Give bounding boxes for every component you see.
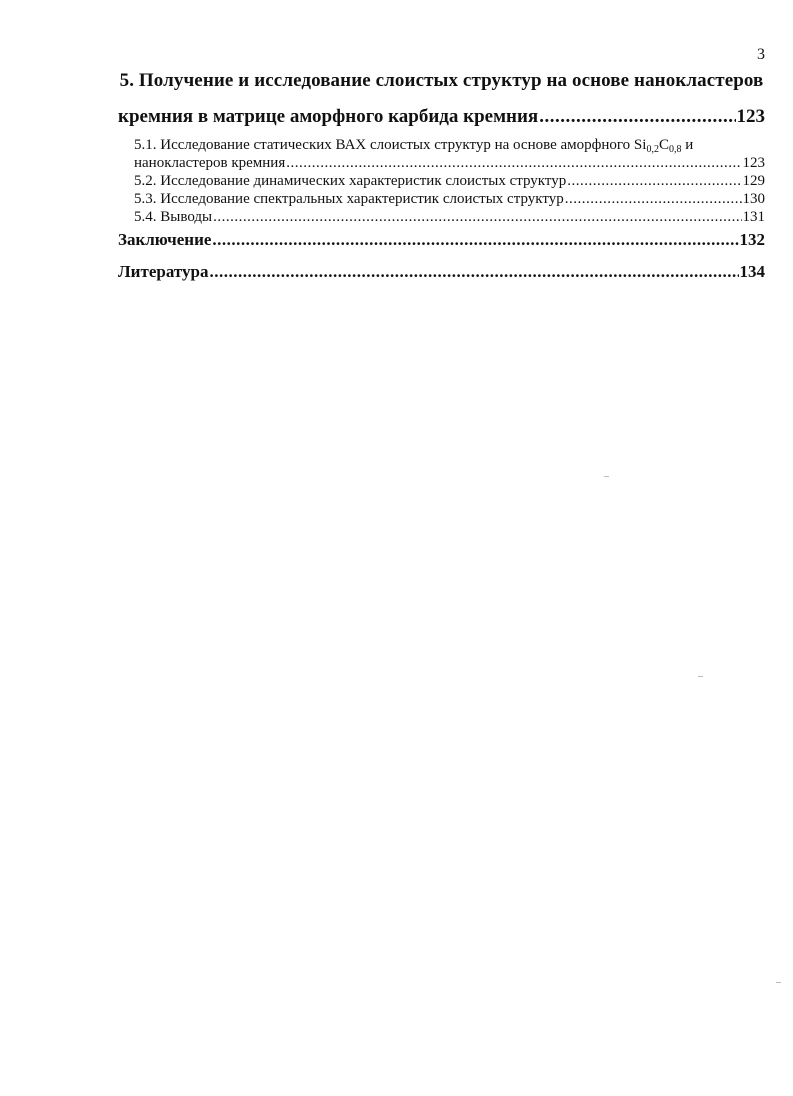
subscript-si: 0,2 [646, 144, 659, 155]
subsection-5-1-label-cont: нанокластеров кремния [134, 155, 286, 171]
leader-dots [212, 230, 738, 250]
subsection-5-1-line2 [134, 154, 765, 172]
page-number: 3 [757, 46, 765, 63]
subsection-list [118, 136, 765, 226]
literature-label: Литература [118, 262, 209, 281]
subsection-5-4 [134, 208, 765, 226]
chapter-5-title-line1: 5. Получение и исследование слоистых структур на основе нанокластеров [119, 70, 764, 91]
subsection-5-1-line1 [134, 136, 765, 154]
leader-dots [209, 262, 738, 282]
scan-artifact [604, 476, 609, 477]
leader-dots [539, 106, 735, 128]
leader-dots [565, 190, 742, 208]
subsection-5-2-label: 5.2. Исследование динамических характеристик слоистых структур [134, 173, 567, 189]
subsection-5-1-conjunction: и [681, 137, 694, 153]
table-of-contents [118, 70, 765, 282]
subsection-5-1-text: 5.1. Исследование статических ВАХ слоистых структур на основе аморфного Si [134, 137, 647, 153]
subsection-5-4-page: 131 [742, 209, 765, 225]
leader-dots [567, 172, 741, 190]
subsection-5-3-page: 130 [742, 191, 765, 207]
chapter-5-page: 123 [736, 106, 765, 127]
subsection-5-1 [134, 136, 765, 172]
chapter-5-entry [118, 106, 765, 128]
subsection-5-2 [134, 172, 765, 190]
scan-artifact [698, 676, 703, 677]
subsection-5-3-label: 5.3. Исследование спектральных характеристик слоистых структур [134, 191, 564, 207]
subscript-c: 0,8 [668, 144, 682, 155]
subsection-5-1-page: 123 [742, 155, 765, 171]
carbon-symbol: C [658, 137, 669, 153]
literature-page: 134 [739, 262, 765, 281]
conclusion-page: 132 [739, 230, 765, 249]
subsection-5-2-page: 129 [742, 173, 765, 189]
subsection-5-3 [134, 190, 765, 208]
subsection-5-4-label: 5.4. Выводы [134, 209, 213, 225]
conclusion-label: Заключение [118, 230, 212, 249]
scan-artifact [776, 982, 781, 983]
chapter-5-title-line2: кремния в матрице аморфного карбида кремния [118, 106, 539, 127]
leader-dots [213, 208, 741, 226]
literature-entry [118, 262, 765, 282]
conclusion-entry [118, 230, 765, 250]
leader-dots [286, 154, 741, 172]
